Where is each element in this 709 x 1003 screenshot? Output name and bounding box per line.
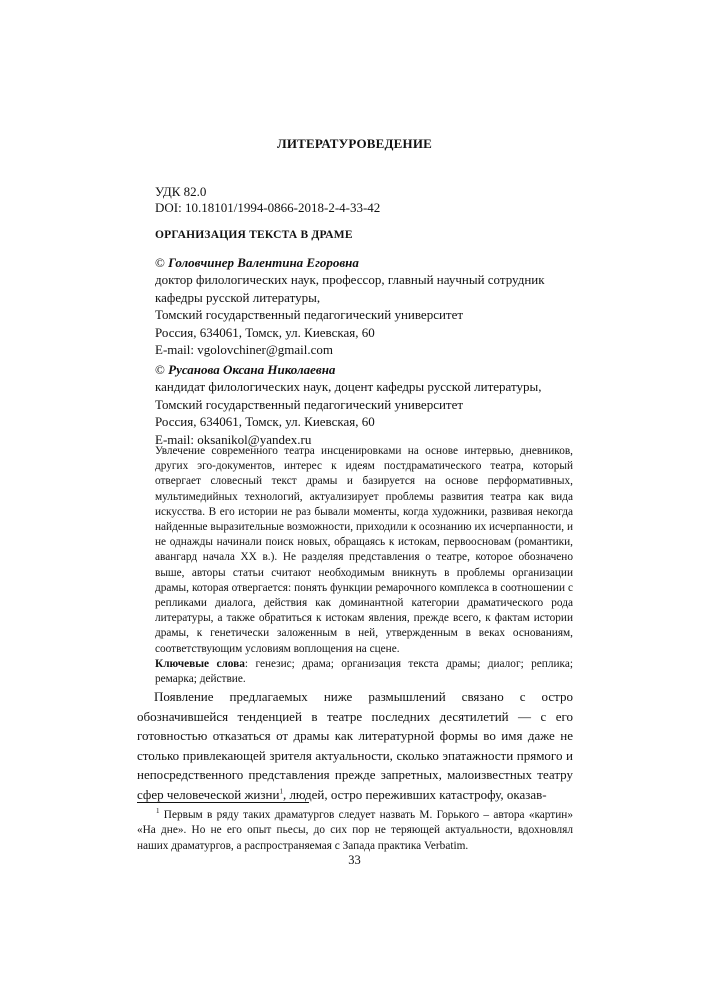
author-affiliation-line: кафедры русской литературы, bbox=[155, 289, 321, 305]
page-number: 33 bbox=[348, 853, 361, 867]
keywords bbox=[155, 657, 573, 687]
footnote bbox=[137, 808, 573, 854]
footnote-divider bbox=[137, 802, 309, 803]
footnote-ref: 1 bbox=[279, 787, 283, 796]
udc-code: УДК 82.0 bbox=[155, 184, 207, 199]
section-title: ЛИТЕРАТУРОВЕДЕНИЕ bbox=[276, 136, 433, 151]
author-name: Головчинер Валентина Егоровна bbox=[168, 255, 359, 270]
footnote-text: Первым в ряду таких драматургов следует назвать М. Горького – автора «картин» «На дне». Но не его опыт пьесы, до сих пор не теряющей актуальности, вдохновлял наших драматургов, а распространяемая с Запада практика Verbatim. bbox=[137, 809, 573, 852]
keywords-list: : генезис; драма; организация текста драмы; диалог; реплика; ремарка; действие. bbox=[155, 657, 573, 686]
author-address-line: Россия, 634061, Томск, ул. Киевская, 60 bbox=[155, 324, 375, 340]
author-name-line: © Головчинер Валентина Егоровна bbox=[155, 255, 359, 270]
keywords-label: Ключевые слова bbox=[155, 657, 245, 670]
author-name: Русанова Оксана Николаевна bbox=[168, 362, 336, 377]
author-affiliation-line: кандидат филологических наук, доцент кафедры русской литературы, bbox=[155, 379, 542, 395]
author-block bbox=[155, 361, 541, 448]
author-email: E-mail: vgolovchiner@gmail.com bbox=[155, 342, 334, 358]
author-affiliation-line: доктор филологических наук, профессор, главный научный сотрудник bbox=[155, 272, 545, 288]
author-address-line: Россия, 634061, Томск, ул. Киевская, 60 bbox=[155, 414, 375, 430]
doi: DOI: 10.18101/1994-0866-2018-2-4-33-42 bbox=[155, 200, 381, 215]
body-paragraph: Появление предлагаемых ниже размышлений связано с остро обозначившейся тенденцией в театре последних десятилетий — с его готовностью отказаться от драмы как литературной формы во имя даже не столько привлекающей зрителя актуальности, сколько эпатажности прямого и непосредственного представления прежде запретных, малоизвестных театру сфер человеческой жизни$^1$, людей, остро переживших катастрофу, оказав- bbox=[137, 689, 573, 802]
abstract-text: Увлечение современного театра инсценировками на основе интервью, дневников, других эго-документов, интерес к идеям постдраматического театра, который отвергает словесный текст драмы и базируется на основе перформативных, мультимедийных технологий, актуализирует проблемы развития театра как вида искусства. В его истории не раз бывали моменты, когда художники, развивая некогда найденные выразительные возможности, приходили к осознанию их исчерпанности, и не однажды начинали поиск новых, обращаясь к истокам, первоосновам (романтики, авангард начала XX в.). Не разделяя представления о театре, которое обозначено выше, авторы статьи считают необходимым вникнуть в проблемы организации драмы, которая отвергается: понять функции ремарочного комплекса в соотношении с репликами диалога, действия как доминантной категории драматического рода литературы, а также обратиться к истокам явления, прежде всего, к фактам истории драмы, к генетически заложенным в ней, утвержденным в веках основаниям, соответствующим условиям воплощения на сцене. bbox=[155, 445, 573, 655]
footnote-mark: 1 bbox=[156, 807, 160, 816]
author-name-line: © Русанова Оксана Николаевна bbox=[155, 362, 336, 377]
author-email: E-mail: oksanikol@yandex.ru bbox=[155, 431, 312, 447]
abstract bbox=[155, 444, 573, 687]
author-affiliation-line: Томский государственный педагогический университет bbox=[155, 307, 464, 323]
author-affiliation-line: Томский государственный педагогический университет bbox=[155, 396, 464, 412]
author-block bbox=[155, 254, 545, 358]
article-title: ОРГАНИЗАЦИЯ ТЕКСТА В ДРАМЕ bbox=[155, 229, 353, 241]
